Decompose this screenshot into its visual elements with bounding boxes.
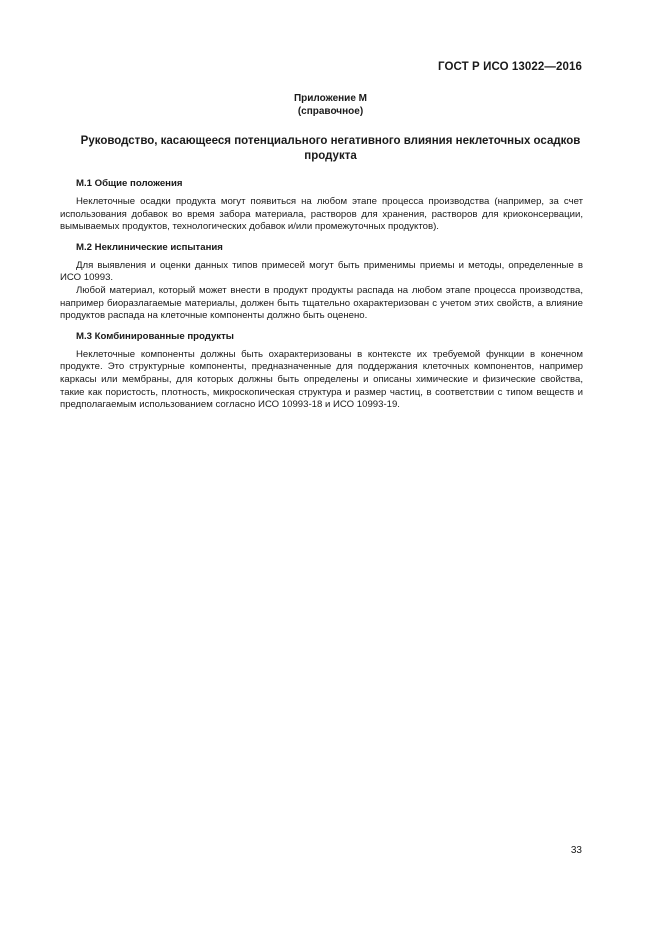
section-heading: М.3 Комбинированные продукты	[76, 330, 234, 342]
section-heading: М.2 Неклинические испытания	[76, 241, 223, 253]
section-m1	[60, 178, 583, 234]
section-heading: М.1 Общие положения	[76, 178, 183, 189]
page-number: 33	[570, 845, 582, 856]
paragraph: Неклеточные осадки продукта могут появиться на любом этапе процесса производства (например, за счет использования добавок во время забора материала, растворов для хранения, растворов для криоконсервации, вымываемых продуктов, технологических добавок и/или промежуточных продуктов).	[60, 196, 583, 233]
appendix-title: Приложение М	[293, 93, 368, 104]
appendix-heading	[0, 92, 661, 118]
section-m2	[60, 242, 583, 323]
paragraph: Неклеточные компоненты должны быть охарактеризованы в контексте их требуемой функции в конечном продукте. Это структурные компоненты, предназначенные для поддержания клеточных компонентов, например каркасы или мембраны, для которых должны быть определены и описаны химические и физические свойства, такие как пористость, плотность, микроскопическая структура и размер частиц, в соответствии с типом веществ и предполагаемым использованием согласно ИСО 10993-18 и ИСО 10993-19.	[60, 348, 583, 411]
section-m3	[60, 331, 583, 412]
document-title: Руководство, касающееся потенциального негативного влияния неклеточных осадков продукта	[80, 135, 581, 162]
standard-designation: ГОСТ Р ИСО 13022—2016	[437, 61, 582, 73]
paragraph: Любой материал, который может внести в продукт продукты распада на любом этапе процесса производства, например биоразлагаемые материалы, должен быть тщательно охарактеризован с учетом этих свойств, а влияние продуктов распада на клеточные компоненты должно быть оценено.	[60, 284, 583, 322]
paragraph: Для выявления и оценки данных типов примесей могут быть применимы приемы и методы, определенные в ИСО 10993.	[60, 259, 583, 284]
document-body	[60, 178, 583, 420]
appendix-type: (справочное)	[297, 106, 364, 117]
